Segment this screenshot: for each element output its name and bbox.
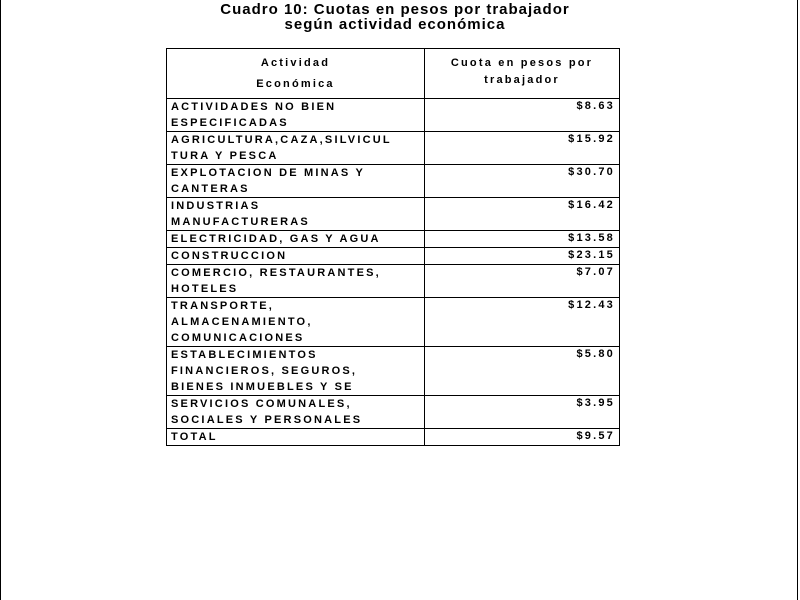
activity-cell: ACTIVIDADES NO BIEN ESPECIFICADAS	[167, 99, 425, 132]
quota-table	[166, 48, 620, 446]
table-row	[167, 198, 620, 231]
activity-cell: INDUSTRIAS MANUFACTURERAS	[167, 198, 425, 231]
header-row	[167, 49, 620, 99]
table-row	[167, 347, 620, 396]
activity-cell: TRANSPORTE, ALMACENAMIENTO, COMUNICACIONES	[167, 298, 425, 347]
header-activity	[167, 49, 425, 99]
activity-cell: ESTABLECIMIENTOS FINANCIEROS, SEGUROS, BIENES INMUEBLES Y SE	[167, 347, 425, 396]
table-row	[167, 396, 620, 429]
activity-cell: AGRICULTURA,CAZA,SILVICUL TURA Y PESCA	[167, 132, 425, 165]
quota-cell: $13.58	[425, 231, 620, 248]
header-quota	[425, 49, 620, 99]
table-row	[167, 231, 620, 248]
title-line-1: Cuadro 10: Cuotas en pesos por trabajador	[220, 1, 570, 18]
activity-cell: EXPLOTACION DE MINAS Y CANTERAS	[167, 165, 425, 198]
quota-cell: $30.70	[425, 165, 620, 198]
table-row	[167, 99, 620, 132]
activity-cell: SERVICIOS COMUNALES, SOCIALES Y PERSONALES	[167, 396, 425, 429]
quota-cell: $15.92	[425, 132, 620, 165]
quota-cell: $7.07	[425, 265, 620, 298]
header-quota-line-1: Cuota en pesos por	[450, 57, 594, 69]
table-row	[167, 248, 620, 265]
header-quota-line-2: trabajador	[484, 74, 560, 86]
total-label-cell: TOTAL	[167, 429, 425, 446]
quota-cell: $12.43	[425, 298, 620, 347]
header-activity-line-1: Actividad	[260, 57, 331, 69]
quota-cell: $16.42	[425, 198, 620, 231]
quota-cell: $8.63	[425, 99, 620, 132]
quota-cell: $3.95	[425, 396, 620, 429]
title-line-2: según actividad económica	[284, 16, 506, 33]
document-title	[0, 2, 790, 32]
activity-cell: CONSTRUCCION	[167, 248, 425, 265]
total-row	[167, 429, 620, 446]
table-row	[167, 265, 620, 298]
quota-cell: $5.80	[425, 347, 620, 396]
table-row	[167, 132, 620, 165]
activity-cell: COMERCIO, RESTAURANTES, HOTELES	[167, 265, 425, 298]
header-activity-line-2: Económica	[256, 78, 335, 90]
table-row	[167, 165, 620, 198]
activity-cell: ELECTRICIDAD, GAS Y AGUA	[167, 231, 425, 248]
total-quota-cell: $9.57	[425, 429, 620, 446]
table-row	[167, 298, 620, 347]
quota-cell: $23.15	[425, 248, 620, 265]
